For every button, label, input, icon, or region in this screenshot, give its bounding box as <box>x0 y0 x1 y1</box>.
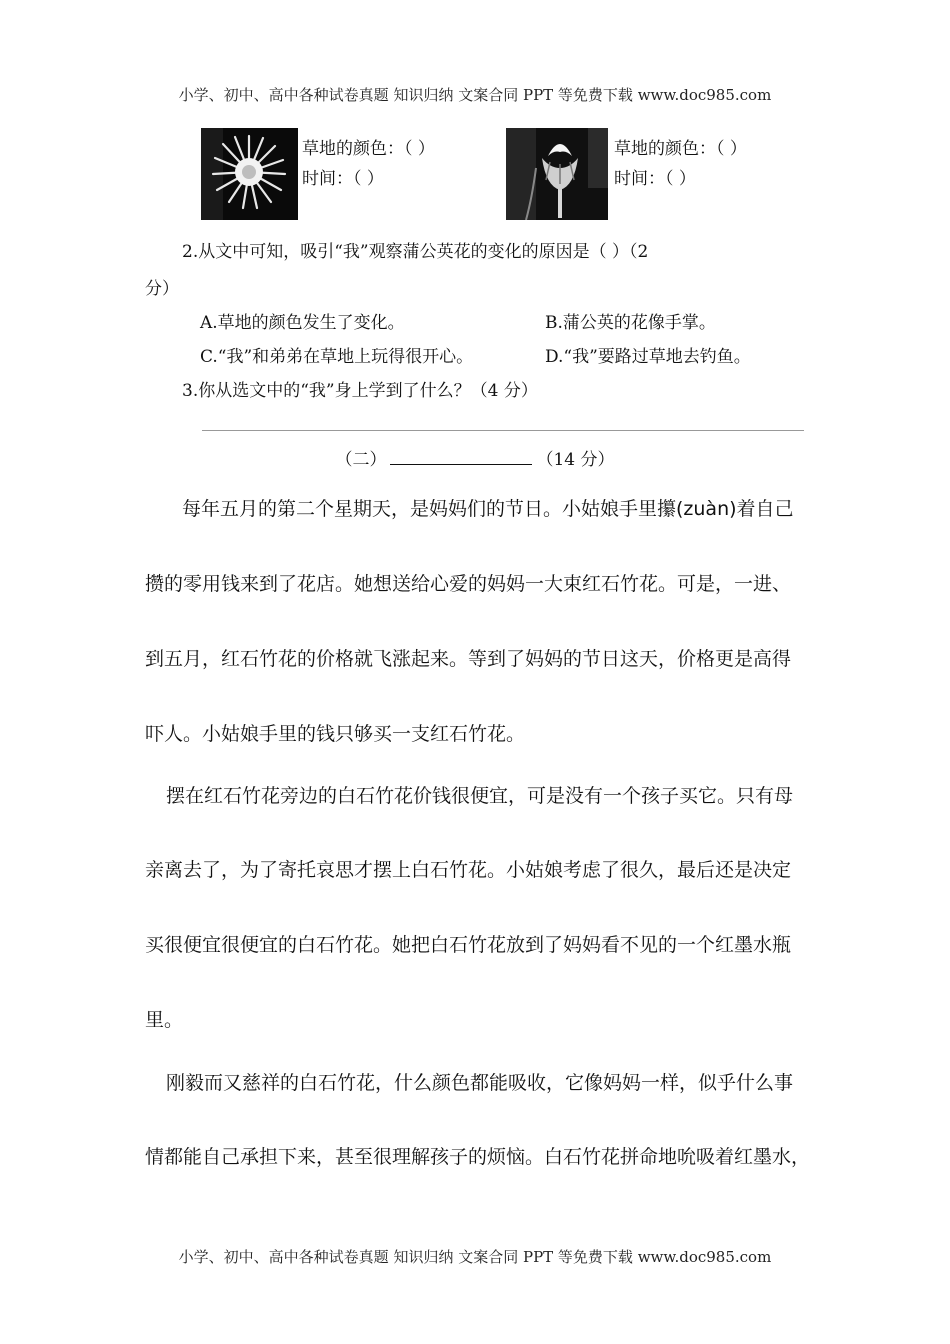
option-c: C.“我”和弟弟在草地上玩得很开心。 <box>200 347 474 367</box>
passage-line: 摆在红石竹花旁边的白石竹花价钱很便宜，可是没有一个孩子买它。只有母 <box>166 785 794 807</box>
time-label-1: 时间：（ ） <box>302 169 384 189</box>
answer-line <box>202 430 804 431</box>
passage-line: 到五月，红石竹花的价格就飞涨起来。等到了妈妈的节日这天，价格更是高得 <box>145 648 792 670</box>
dandelion-open-photo <box>201 128 298 220</box>
section-2-label: （二） <box>335 450 387 470</box>
time-label-2: 时间：（ ） <box>614 169 696 189</box>
option-b: B.蒲公英的花像手掌。 <box>545 313 716 333</box>
section-2-score: （14 分） <box>536 450 615 470</box>
question-3: 3.你从选文中的“我”身上学到了什么？（4 分） <box>182 381 538 401</box>
passage-line: 里。 <box>145 1009 184 1031</box>
option-a: A.草地的颜色发生了变化。 <box>200 313 405 333</box>
section-2-title-blank <box>390 450 532 465</box>
passage-line: 情都能自己承担下来，甚至很理解孩子的烦恼。白石竹花拼命地吮吸着红墨水， <box>145 1146 811 1168</box>
question-2-line-1: 2.从文中可知，吸引“我”观察蒲公英花的变化的原因是（ ）（2 <box>182 242 649 262</box>
passage-line: 吓人。小姑娘手里的钱只够买一支红石竹花。 <box>145 723 526 745</box>
dandelion-closed-photo <box>506 128 608 220</box>
grass-color-label-1: 草地的颜色：（ ） <box>302 139 435 159</box>
section-2-heading <box>0 445 950 470</box>
passage-line: 买很便宜很便宜的白石竹花。她把白石竹花放到了妈妈看不见的一个红墨水瓶 <box>145 934 792 956</box>
passage-line: 刚毅而又慈祥的白石竹花，什么颜色都能吸收，它像妈妈一样，似乎什么事 <box>166 1072 794 1094</box>
grass-color-label-2: 草地的颜色：（ ） <box>614 139 747 159</box>
passage-line: 亲离去了，为了寄托哀思才摆上白石竹花。小姑娘考虑了很久，最后还是决定 <box>145 859 792 881</box>
page-header: 小学、初中、高中各种试卷真题 知识归纳 文案合同 PPT 等免费下载 www.doc985.com <box>178 86 772 104</box>
question-2-line-2: 分） <box>145 279 179 299</box>
page-footer: 小学、初中、高中各种试卷真题 知识归纳 文案合同 PPT 等免费下载 www.doc985.com <box>178 1248 772 1266</box>
passage-line: 攒的零用钱来到了花店。她想送给心爱的妈妈一大束红石竹花。可是，一进、 <box>145 573 792 595</box>
option-d: D.“我”要路过草地去钓鱼。 <box>545 347 751 367</box>
passage-line: 每年五月的第二个星期天，是妈妈们的节日。小姑娘手里攥(zuàn)着自己 <box>182 498 794 520</box>
